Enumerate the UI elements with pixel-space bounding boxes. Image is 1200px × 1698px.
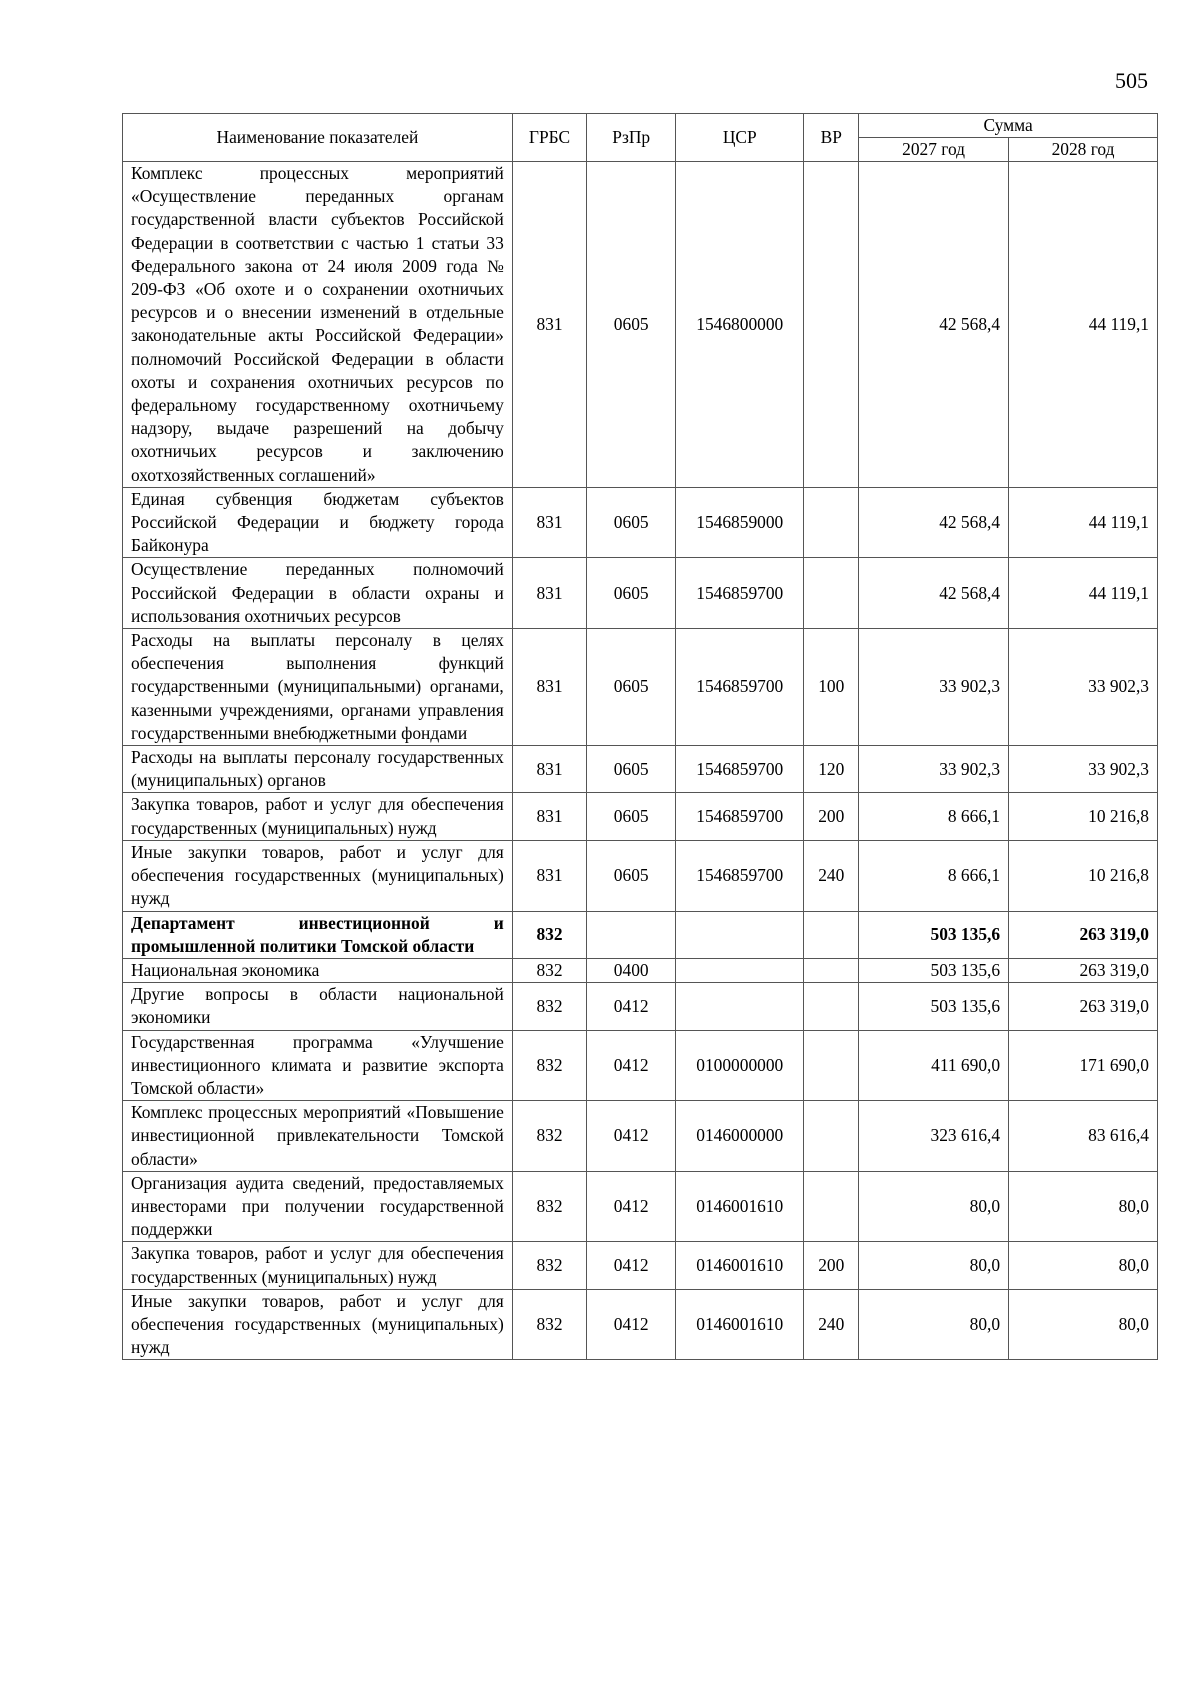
table-row	[123, 1030, 1158, 1101]
cell-grbs: 831	[512, 162, 586, 488]
cell-name: Другие вопросы в области национальной экономики	[123, 983, 513, 1030]
cell-rzpr: 0605	[587, 840, 676, 911]
cell-name: Комплекс процессных мероприятий «Осуществление переданных органам государственной власти субъектов Российской Федерации в соответствии с частью 1 статьи 33 Федерального закона от 24 июля 2009 года № 209-ФЗ «Об охоте и о сохранении охотничьих ресурсов и о внесении изменений в отдельные законодательные акты Российской Федерации» полномочий Российской Федерации в области охоты и сохранения охотничьих ресурсов по федеральному государственному охотничьему надзору, выдаче разрешений на добычу охотничьих ресурсов и заключению охотхозяйственных соглашений»	[123, 162, 513, 488]
table-row	[123, 958, 1158, 982]
cell-vr	[804, 1030, 859, 1101]
cell-sum-2027: 42 568,4	[859, 487, 1009, 558]
cell-rzpr: 0412	[587, 1242, 676, 1289]
cell-grbs: 832	[512, 911, 586, 958]
cell-name: Департамент инвестиционной и промышленной политики Томской области	[123, 911, 513, 958]
cell-grbs: 832	[512, 1242, 586, 1289]
cell-vr: 100	[804, 629, 859, 746]
cell-csr: 0100000000	[676, 1030, 804, 1101]
cell-csr: 1546859000	[676, 487, 804, 558]
cell-csr: 0146000000	[676, 1101, 804, 1172]
page-number: 505	[1115, 68, 1148, 93]
cell-grbs: 832	[512, 958, 586, 982]
cell-grbs: 832	[512, 1289, 586, 1360]
table-row	[123, 983, 1158, 1030]
table-row	[123, 1101, 1158, 1172]
cell-sum-2027: 33 902,3	[859, 746, 1009, 793]
cell-grbs: 832	[512, 983, 586, 1030]
table-row	[123, 629, 1158, 746]
cell-name: Организация аудита сведений, предоставляемых инвесторами при получении государственной поддержки	[123, 1171, 513, 1242]
cell-csr: 1546859700	[676, 629, 804, 746]
header-csr: ЦСР	[676, 114, 804, 162]
cell-sum-2028: 10 216,8	[1009, 793, 1158, 840]
cell-rzpr: 0605	[587, 629, 676, 746]
cell-name: Единая субвенция бюджетам субъектов Российской Федерации и бюджету города Байконура	[123, 487, 513, 558]
table-row	[123, 1171, 1158, 1242]
cell-vr	[804, 487, 859, 558]
cell-name: Национальная экономика	[123, 958, 513, 982]
cell-sum-2027: 33 902,3	[859, 629, 1009, 746]
cell-name: Осуществление переданных полномочий Российской Федерации в области охраны и использования охотничьих ресурсов	[123, 558, 513, 629]
cell-grbs: 831	[512, 793, 586, 840]
cell-rzpr: 0605	[587, 558, 676, 629]
cell-sum-2028: 263 319,0	[1009, 911, 1158, 958]
cell-csr: 1546859700	[676, 840, 804, 911]
cell-vr	[804, 958, 859, 982]
cell-csr	[676, 958, 804, 982]
cell-sum-2028: 80,0	[1009, 1289, 1158, 1360]
table-row	[123, 746, 1158, 793]
cell-rzpr: 0412	[587, 983, 676, 1030]
cell-grbs: 831	[512, 746, 586, 793]
cell-csr	[676, 911, 804, 958]
cell-grbs: 831	[512, 629, 586, 746]
cell-vr: 200	[804, 1242, 859, 1289]
cell-sum-2028: 80,0	[1009, 1242, 1158, 1289]
header-sum: Сумма	[859, 114, 1158, 138]
table-row	[123, 487, 1158, 558]
cell-vr	[804, 1101, 859, 1172]
table-body	[123, 162, 1158, 1360]
cell-grbs: 832	[512, 1030, 586, 1101]
header-grbs: ГРБС	[512, 114, 586, 162]
table-row	[123, 793, 1158, 840]
cell-sum-2028: 10 216,8	[1009, 840, 1158, 911]
cell-rzpr: 0412	[587, 1171, 676, 1242]
header-2027: 2027 год	[859, 138, 1009, 162]
cell-rzpr: 0400	[587, 958, 676, 982]
cell-name: Комплекс процессных мероприятий «Повышение инвестиционной привлекательности Томской области»	[123, 1101, 513, 1172]
table-row	[123, 840, 1158, 911]
cell-vr	[804, 983, 859, 1030]
cell-vr: 200	[804, 793, 859, 840]
cell-sum-2027: 503 135,6	[859, 983, 1009, 1030]
cell-vr: 120	[804, 746, 859, 793]
table-row	[123, 558, 1158, 629]
cell-rzpr: 0605	[587, 746, 676, 793]
cell-sum-2027: 80,0	[859, 1171, 1009, 1242]
cell-sum-2028: 83 616,4	[1009, 1101, 1158, 1172]
cell-vr	[804, 162, 859, 488]
cell-sum-2027: 503 135,6	[859, 911, 1009, 958]
cell-csr: 1546800000	[676, 162, 804, 488]
header-2028: 2028 год	[1009, 138, 1158, 162]
cell-name: Расходы на выплаты персоналу государственных (муниципальных) органов	[123, 746, 513, 793]
cell-csr: 1546859700	[676, 793, 804, 840]
cell-sum-2027: 411 690,0	[859, 1030, 1009, 1101]
cell-csr	[676, 983, 804, 1030]
cell-grbs: 831	[512, 558, 586, 629]
table-row	[123, 162, 1158, 488]
cell-rzpr: 0412	[587, 1030, 676, 1101]
cell-sum-2027: 8 666,1	[859, 840, 1009, 911]
cell-rzpr: 0412	[587, 1101, 676, 1172]
header-name: Наименование показателей	[123, 114, 513, 162]
cell-sum-2028: 44 119,1	[1009, 162, 1158, 488]
cell-sum-2027: 80,0	[859, 1289, 1009, 1360]
cell-vr: 240	[804, 1289, 859, 1360]
cell-vr	[804, 911, 859, 958]
header-rzpr: РзПр	[587, 114, 676, 162]
cell-sum-2027: 8 666,1	[859, 793, 1009, 840]
cell-grbs: 832	[512, 1101, 586, 1172]
table-row	[123, 911, 1158, 958]
cell-csr: 0146001610	[676, 1171, 804, 1242]
cell-rzpr: 0605	[587, 793, 676, 840]
cell-sum-2028: 171 690,0	[1009, 1030, 1158, 1101]
cell-sum-2028: 44 119,1	[1009, 487, 1158, 558]
cell-sum-2028: 44 119,1	[1009, 558, 1158, 629]
cell-grbs: 832	[512, 1171, 586, 1242]
cell-sum-2027: 80,0	[859, 1242, 1009, 1289]
cell-name: Закупка товаров, работ и услуг для обеспечения государственных (муниципальных) нужд	[123, 793, 513, 840]
table-row	[123, 1242, 1158, 1289]
cell-sum-2027: 503 135,6	[859, 958, 1009, 982]
cell-vr	[804, 558, 859, 629]
cell-rzpr: 0412	[587, 1289, 676, 1360]
cell-sum-2028: 263 319,0	[1009, 958, 1158, 982]
cell-name: Расходы на выплаты персоналу в целях обеспечения выполнения функций государственными (муниципальными) органами, казенными учреждениями, органами управления государственными внебюджетными фондами	[123, 629, 513, 746]
cell-vr	[804, 1171, 859, 1242]
cell-name: Иные закупки товаров, работ и услуг для обеспечения государственных (муниципальных) нужд	[123, 840, 513, 911]
table-row	[123, 1289, 1158, 1360]
cell-csr: 0146001610	[676, 1242, 804, 1289]
cell-rzpr	[587, 911, 676, 958]
cell-name: Государственная программа «Улучшение инвестиционного климата и развитие экспорта Томской области»	[123, 1030, 513, 1101]
cell-rzpr: 0605	[587, 162, 676, 488]
cell-csr: 0146001610	[676, 1289, 804, 1360]
cell-sum-2027: 323 616,4	[859, 1101, 1009, 1172]
cell-rzpr: 0605	[587, 487, 676, 558]
cell-sum-2027: 42 568,4	[859, 162, 1009, 488]
cell-grbs: 831	[512, 487, 586, 558]
cell-name: Закупка товаров, работ и услуг для обеспечения государственных (муниципальных) нужд	[123, 1242, 513, 1289]
header-vr: ВР	[804, 114, 859, 162]
cell-grbs: 831	[512, 840, 586, 911]
cell-vr: 240	[804, 840, 859, 911]
table-header	[123, 114, 1158, 162]
cell-csr: 1546859700	[676, 558, 804, 629]
cell-sum-2027: 42 568,4	[859, 558, 1009, 629]
cell-sum-2028: 263 319,0	[1009, 983, 1158, 1030]
cell-sum-2028: 33 902,3	[1009, 629, 1158, 746]
cell-sum-2028: 80,0	[1009, 1171, 1158, 1242]
cell-sum-2028: 33 902,3	[1009, 746, 1158, 793]
cell-csr: 1546859700	[676, 746, 804, 793]
budget-table	[122, 113, 1158, 1360]
cell-name: Иные закупки товаров, работ и услуг для обеспечения государственных (муниципальных) нужд	[123, 1289, 513, 1360]
